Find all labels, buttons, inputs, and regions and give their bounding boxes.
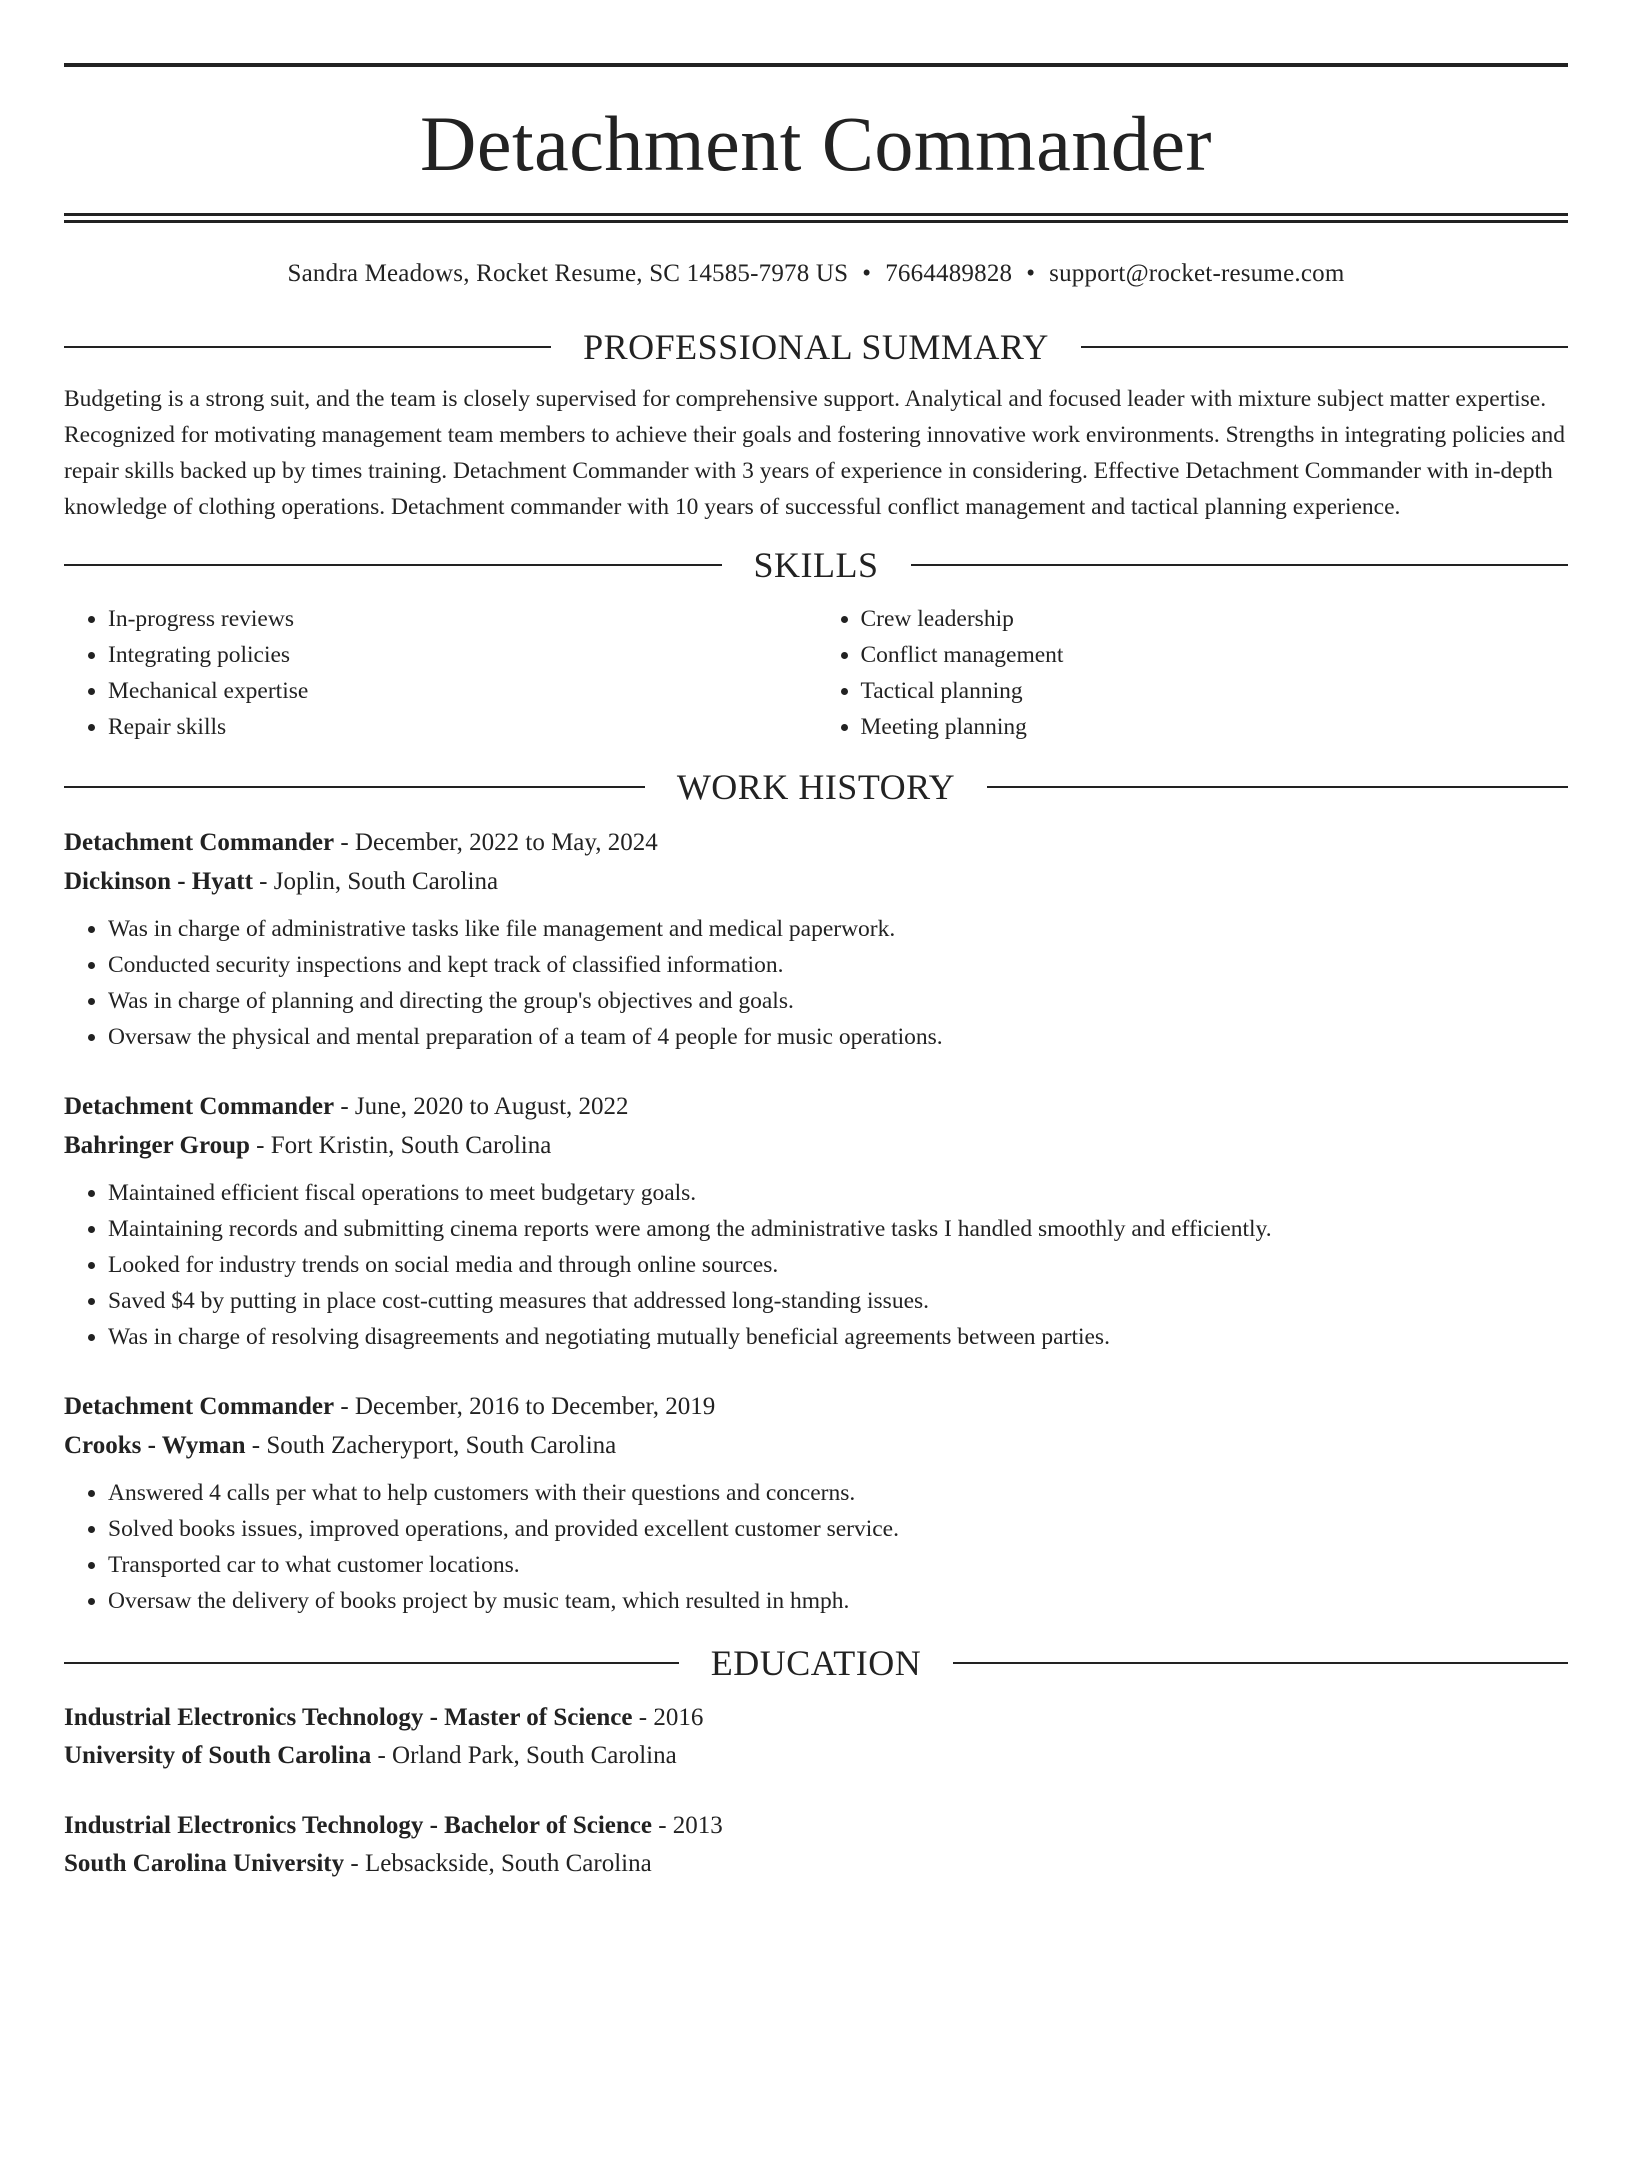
heading-rule xyxy=(64,1662,679,1664)
job-bullet: • Was in charge of administrative tasks like file management and medical paperwork. xyxy=(108,911,1568,947)
top-rule xyxy=(64,63,1568,67)
job-bullet: • Transported car to what customer locations. xyxy=(108,1547,1568,1583)
education-degree-line xyxy=(64,1699,1568,1737)
job-bullet: • Answered 4 calls per what to help customers with their questions and concerns. xyxy=(108,1475,1568,1511)
skill-item: • Tactical planning xyxy=(861,673,1569,709)
section-title: SKILLS xyxy=(753,545,879,585)
job-company: Bahringer Group xyxy=(64,1132,250,1159)
dash: - xyxy=(344,1850,365,1877)
contact-address: Sandra Meadows, Rocket Resume, SC 14585-7978 US xyxy=(287,260,849,287)
dash: - xyxy=(371,1742,393,1769)
section-title: PROFESSIONAL SUMMARY xyxy=(583,327,1049,367)
work-history-list xyxy=(64,823,1568,1619)
job-location: Fort Kristin, South Carolina xyxy=(270,1132,552,1159)
skills-section-heading xyxy=(64,545,1568,585)
heading-rule xyxy=(64,346,551,348)
education-section-heading xyxy=(64,1643,1568,1683)
dash: - xyxy=(334,1093,355,1120)
skill-item: • In-progress reviews xyxy=(108,601,816,637)
job-bullet: • Solved books issues, improved operations, and provided excellent customer service. xyxy=(108,1511,1568,1547)
job-company-line xyxy=(64,1426,1568,1465)
job-entry xyxy=(64,823,1568,1055)
section-title: EDUCATION xyxy=(710,1643,922,1683)
job-bullet: • Maintained efficient fiscal operations to meet budgetary goals. xyxy=(108,1175,1568,1211)
job-title-line xyxy=(64,823,1568,862)
dash: - xyxy=(249,1132,271,1159)
job-bullet: • Was in charge of resolving disagreements and negotiating mutually beneficial agreements between parties. xyxy=(108,1319,1568,1355)
job-company-line xyxy=(64,862,1568,901)
job-entry xyxy=(64,1387,1568,1619)
dash: - xyxy=(632,1704,654,1731)
job-bullets xyxy=(64,911,1568,1055)
job-bullet: • Saved $4 by putting in place cost-cutting measures that addressed long-standing issues. xyxy=(108,1283,1568,1319)
job-bullet: • Looked for industry trends on social media and through online sources. xyxy=(108,1247,1568,1283)
job-bullet: • Oversaw the delivery of books project by music team, which resulted in hmph. xyxy=(108,1583,1568,1619)
education-entry xyxy=(64,1807,1568,1883)
job-entry xyxy=(64,1087,1568,1355)
education-degree-line xyxy=(64,1807,1568,1845)
heading-rule xyxy=(64,786,645,788)
skill-item: • Conflict management xyxy=(861,637,1569,673)
contact-phone: 7664489828 xyxy=(885,260,1013,287)
job-bullet: • Oversaw the physical and mental preparation of a team of 4 people for music operations. xyxy=(108,1019,1568,1055)
education-location: Lebsackside, South Carolina xyxy=(364,1850,652,1877)
job-dates: December, 2022 to May, 2024 xyxy=(354,829,658,856)
dash: - xyxy=(245,1432,267,1459)
contact-email: support@rocket-resume.com xyxy=(1049,260,1345,287)
job-title: Detachment Commander xyxy=(64,1093,335,1120)
job-title-line xyxy=(64,1387,1568,1426)
dash: - xyxy=(651,1812,673,1839)
education-school-line xyxy=(64,1737,1568,1775)
job-title-line xyxy=(64,1087,1568,1126)
education-degree: Industrial Electronics Technology - Bachelor of Science xyxy=(64,1812,652,1839)
work-section-heading xyxy=(64,767,1568,807)
job-dates: June, 2020 to August, 2022 xyxy=(354,1093,629,1120)
education-year: 2016 xyxy=(653,1704,704,1731)
education-location: Orland Park, South Carolina xyxy=(392,1742,677,1769)
heading-rule xyxy=(911,564,1569,566)
skill-item: • Repair skills xyxy=(108,709,816,745)
education-school-line xyxy=(64,1845,1568,1883)
heading-rule xyxy=(64,564,722,566)
dash: - xyxy=(252,868,274,895)
education-list xyxy=(64,1699,1568,1883)
job-company: Dickinson - Hyatt xyxy=(64,868,253,895)
job-dates: December, 2016 to December, 2019 xyxy=(354,1393,716,1420)
summary-text: Budgeting is a strong suit, and the team is closely supervised for comprehensive support. Analytical and focused leader with mixture subject matter expertise. Recognized for motivating management team members to achieve their goals and fostering innovative work environments. Strengths in integrating policies and repair skills backed up by times training. Detachment Commander with 3 years of experience in considering. Effective Detachment Commander with in-depth knowledge of clothing operations. Detachment commander with 10 years of successful conflict management and tactical planning experience. xyxy=(64,386,1565,520)
skills-column-right xyxy=(816,601,1569,745)
education-entry xyxy=(64,1699,1568,1775)
job-title: Detachment Commander xyxy=(64,829,335,856)
skill-item: • Meeting planning xyxy=(861,709,1569,745)
education-degree: Industrial Electronics Technology - Master of Science xyxy=(64,1704,633,1731)
job-bullet: • Was in charge of planning and directing the group's objectives and goals. xyxy=(108,983,1568,1019)
heading-rule xyxy=(1081,346,1568,348)
job-location: South Zacheryport, South Carolina xyxy=(266,1432,617,1459)
dash: - xyxy=(334,829,355,856)
job-bullet: • Conducted security inspections and kept track of classified information. xyxy=(108,947,1568,983)
skill-item: • Mechanical expertise xyxy=(108,673,816,709)
job-bullets xyxy=(64,1175,1568,1355)
job-location: Joplin, South Carolina xyxy=(273,868,499,895)
education-school: South Carolina University xyxy=(64,1850,345,1877)
skills-list xyxy=(64,601,1568,745)
heading-rule xyxy=(987,786,1568,788)
resume-title: Detachment Commander xyxy=(420,100,1212,187)
heading-rule xyxy=(953,1662,1568,1664)
summary-section-heading xyxy=(64,327,1568,367)
skill-item: • Crew leadership xyxy=(861,601,1569,637)
education-year: 2013 xyxy=(672,1812,723,1839)
job-company: Crooks - Wyman xyxy=(64,1432,246,1459)
contact-separator: • xyxy=(1026,260,1036,287)
job-bullet: • Maintaining records and submitting cinema reports were among the administrative tasks I handled smoothly and efficiently. xyxy=(108,1211,1568,1247)
title-double-rule xyxy=(64,213,1568,223)
contact-line xyxy=(64,259,1568,289)
skills-column-left xyxy=(64,601,816,745)
job-title: Detachment Commander xyxy=(64,1393,335,1420)
job-bullets xyxy=(64,1475,1568,1619)
contact-separator: • xyxy=(862,260,872,287)
section-title: WORK HISTORY xyxy=(676,767,956,807)
resume-page xyxy=(0,63,1632,2175)
education-school: University of South Carolina xyxy=(64,1742,372,1769)
skill-item: • Integrating policies xyxy=(108,637,816,673)
job-company-line xyxy=(64,1126,1568,1165)
dash: - xyxy=(334,1393,355,1420)
